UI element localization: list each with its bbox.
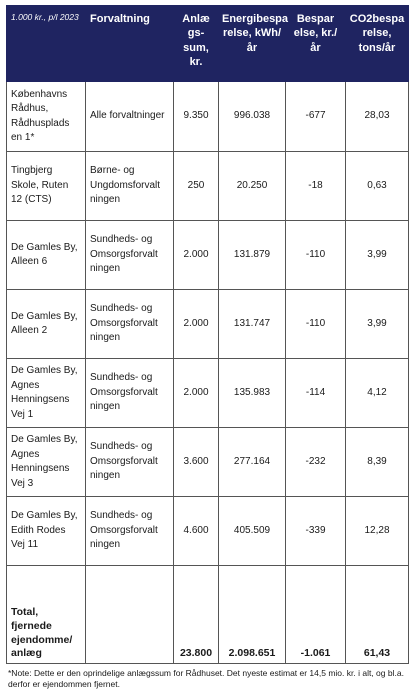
anlaeg-cell: 9.350	[174, 82, 219, 152]
table-row	[7, 497, 409, 566]
table-row	[7, 290, 409, 359]
forvaltning-cell: Sundheds- og Omsorgsforvalt ningen	[86, 290, 174, 359]
forvaltning-cell: Alle forvaltninger	[86, 82, 174, 152]
anlaeg-cell: 4.600	[174, 497, 219, 566]
property-name-cell: Københavns Rådhus, Rådhusplads en 1*	[7, 82, 86, 152]
energi-cell: 135.983	[219, 359, 286, 428]
total-besparelse-cell: -1.061	[286, 566, 346, 664]
forvaltning-header: Forvaltning	[86, 6, 174, 82]
energi-cell: 20.250	[219, 152, 286, 221]
co2-cell: 3,99	[346, 290, 409, 359]
anlaeg-header: Anlæ gs- sum, kr.	[174, 6, 219, 82]
property-name-cell: De Gamles By, Alleen 6	[7, 221, 86, 290]
energi-cell: 131.747	[219, 290, 286, 359]
forvaltning-cell: Sundheds- og Omsorgsforvalt ningen	[86, 221, 174, 290]
unit-header: 1.000 kr., p/l 2023	[7, 6, 86, 82]
property-name-cell: Tingbjerg Skole, Ruten 12 (CTS)	[7, 152, 86, 221]
energi-cell: 277.164	[219, 428, 286, 497]
footnote: *Note: Dette er den oprindelige anlægssum for Rådhuset. Det nyeste estimat er 14,5 mio. kr. i alt, og bl.a. derfor er ejendommen fjernet.	[8, 668, 404, 690]
besparelse-cell: -110	[286, 221, 346, 290]
co2-cell: 0,63	[346, 152, 409, 221]
property-name-cell: De Gamles By, Agnes Henningsens Vej 1	[7, 359, 86, 428]
anlaeg-cell: 2.000	[174, 290, 219, 359]
anlaeg-cell: 3.600	[174, 428, 219, 497]
co2-cell: 3,99	[346, 221, 409, 290]
energi-cell: 131.879	[219, 221, 286, 290]
total-label-cell: Total, fjernede ejendomme/ anlæg	[7, 566, 86, 664]
besparelse-cell: -677	[286, 82, 346, 152]
energi-cell: 405.509	[219, 497, 286, 566]
table-row	[7, 221, 409, 290]
property-name-cell: De Gamles By, Agnes Henningsens Vej 3	[7, 428, 86, 497]
table-row	[7, 428, 409, 497]
table-row	[7, 152, 409, 221]
anlaeg-cell: 2.000	[174, 221, 219, 290]
anlaeg-cell: 2.000	[174, 359, 219, 428]
total-co2-cell: 61,43	[346, 566, 409, 664]
forvaltning-cell: Sundheds- og Omsorgsforvalt ningen	[86, 497, 174, 566]
energi-header: Energibespa relse, kWh/år	[219, 6, 286, 82]
co2-header: CO2bespa relse, tons/år	[346, 6, 409, 82]
table-row	[7, 359, 409, 428]
forvaltning-cell: Sundheds- og Omsorgsforvalt ningen	[86, 428, 174, 497]
table-header-row	[7, 6, 409, 82]
total-energi-cell: 2.098.651	[219, 566, 286, 664]
besparelse-cell: -232	[286, 428, 346, 497]
besparelse-header: Bespar else, kr./år	[286, 6, 346, 82]
total-row	[7, 566, 409, 664]
co2-cell: 8,39	[346, 428, 409, 497]
co2-cell: 4,12	[346, 359, 409, 428]
property-name-cell: De Gamles By, Edith Rodes Vej 11	[7, 497, 86, 566]
forvaltning-cell: Børne- og Ungdomsforvalt ningen	[86, 152, 174, 221]
co2-cell: 28,03	[346, 82, 409, 152]
anlaeg-cell: 250	[174, 152, 219, 221]
total-forvaltning-cell	[86, 566, 174, 664]
besparelse-cell: -18	[286, 152, 346, 221]
property-name-cell: De Gamles By, Alleen 2	[7, 290, 86, 359]
energi-cell: 996.038	[219, 82, 286, 152]
savings-table	[6, 5, 409, 664]
table-row	[7, 82, 409, 152]
besparelse-cell: -339	[286, 497, 346, 566]
total-anlaeg-cell: 23.800	[174, 566, 219, 664]
besparelse-cell: -110	[286, 290, 346, 359]
besparelse-cell: -114	[286, 359, 346, 428]
forvaltning-cell: Sundheds- og Omsorgsforvalt ningen	[86, 359, 174, 428]
co2-cell: 12,28	[346, 497, 409, 566]
